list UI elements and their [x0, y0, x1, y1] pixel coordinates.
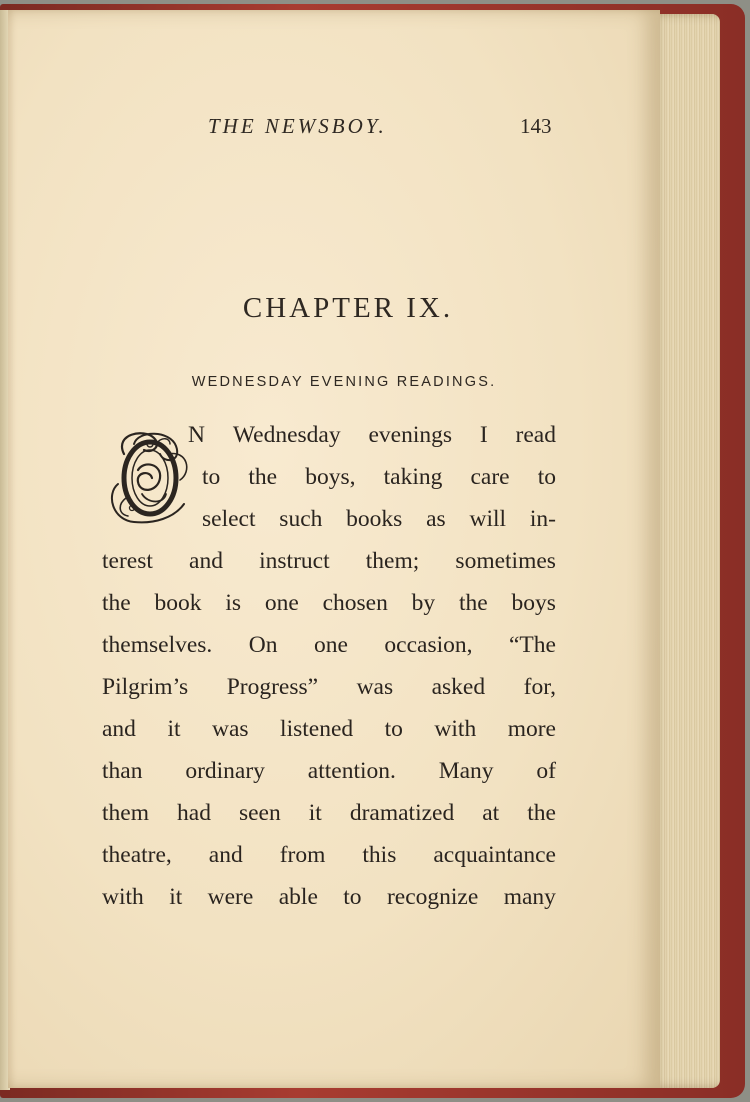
ornamental-letter-o-icon — [104, 424, 196, 530]
running-head: THE NEWSBOY. — [208, 114, 387, 138]
text-line-5: the book is one chosen by the boys — [102, 590, 556, 616]
chapter-subtitle: WEDNESDAY EVENING READINGS. — [191, 374, 497, 390]
text-line-4: terest and instruct them; sometimes — [102, 548, 556, 574]
page-stack-edge — [650, 14, 720, 1088]
text-line-3: select such books as will in- — [202, 506, 556, 532]
text-line-8: and it was listened to with more — [102, 716, 556, 742]
page-number: 143 — [520, 114, 552, 138]
text-line-1: N Wednesday evenings I read — [188, 422, 556, 448]
chapter-title: CHAPTER IX. — [242, 292, 454, 324]
text-line-7: Pilgrim’s Progress” was asked for, — [102, 674, 556, 700]
book-page — [8, 10, 660, 1088]
text-line-10: them had seen it dramatized at the — [102, 800, 556, 826]
text-line-11: theatre, and from this acquaintance — [102, 842, 556, 868]
text-line-9: than ordinary attention. Many of — [102, 758, 556, 784]
text-line-12: with it were able to recognize many — [102, 884, 556, 910]
text-line-6: themselves. On one occasion, “The — [102, 632, 556, 658]
text-line-2: to the boys, taking care to — [202, 464, 556, 490]
